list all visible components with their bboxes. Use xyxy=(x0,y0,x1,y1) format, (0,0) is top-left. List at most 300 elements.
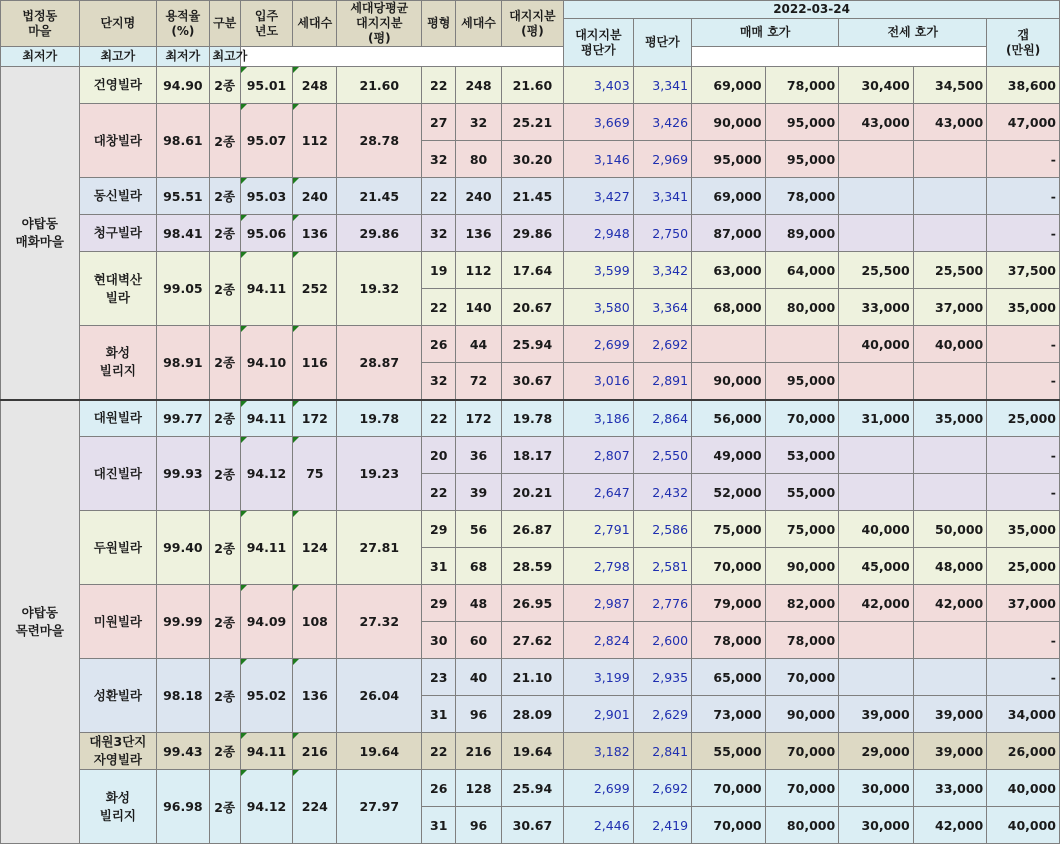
complex-households: 216 xyxy=(293,733,337,770)
cell-pyeong: 22 xyxy=(422,474,456,511)
cell-unit-households: 56 xyxy=(456,511,501,548)
header-far xyxy=(157,1,209,47)
cell-unit-households: 44 xyxy=(456,326,501,363)
cell-land-price: 2,798 xyxy=(564,548,634,585)
complex-year: 95.03 xyxy=(240,178,292,215)
cell-unit-households: 32 xyxy=(456,104,501,141)
cell-sale-min: 95,000 xyxy=(692,141,766,178)
cell-pyeong-price: 2,550 xyxy=(633,437,691,474)
cell-unit-households: 39 xyxy=(456,474,501,511)
dong-cell: 야탑동 매화마을 xyxy=(1,67,80,400)
cell-jeonse-max xyxy=(913,622,987,659)
cell-gap: - xyxy=(987,178,1060,215)
cell-sale-max: 95,000 xyxy=(765,104,839,141)
cell-jeonse-min xyxy=(839,659,914,696)
header-zone: 구분 xyxy=(209,1,240,47)
cell-sale-min: 65,000 xyxy=(692,659,766,696)
cell-sale-max: 70,000 xyxy=(765,400,839,437)
cell-land-share: 21.45 xyxy=(501,178,563,215)
complex-zone: 2종 xyxy=(209,104,240,178)
cell-gap: - xyxy=(987,437,1060,474)
cell-unit-households: 60 xyxy=(456,622,501,659)
cell-sale-min: 69,000 xyxy=(692,178,766,215)
header-sale-min: 최저가 xyxy=(1,47,80,67)
complex-land-avg: 28.87 xyxy=(337,326,422,400)
cell-gap: 37,500 xyxy=(987,252,1060,289)
complex-land-avg: 19.64 xyxy=(337,733,422,770)
complex-far: 98.91 xyxy=(157,326,209,400)
header-land-avg xyxy=(337,1,422,47)
complex-far: 99.43 xyxy=(157,733,209,770)
cell-land-share: 20.21 xyxy=(501,474,563,511)
complex-households: 116 xyxy=(293,326,337,400)
cell-jeonse-min: 45,000 xyxy=(839,548,914,585)
cell-land-price: 3,599 xyxy=(564,252,634,289)
cell-sale-max: 95,000 xyxy=(765,141,839,178)
cell-jeonse-min: 25,500 xyxy=(839,252,914,289)
cell-pyeong-price: 2,629 xyxy=(633,696,691,733)
complex-zone: 2종 xyxy=(209,659,240,733)
complex-year: 95.07 xyxy=(240,104,292,178)
complex-land-avg: 27.97 xyxy=(337,770,422,844)
cell-unit-households: 68 xyxy=(456,548,501,585)
cell-sale-min: 90,000 xyxy=(692,363,766,400)
complex-households: 112 xyxy=(293,104,337,178)
complex-year: 94.10 xyxy=(240,326,292,400)
cell-jeonse-max xyxy=(913,437,987,474)
cell-jeonse-max: 37,000 xyxy=(913,289,987,326)
cell-jeonse-max: 42,000 xyxy=(913,807,987,844)
cell-land-share: 20.67 xyxy=(501,289,563,326)
cell-unit-households: 216 xyxy=(456,733,501,770)
cell-land-price: 3,580 xyxy=(564,289,634,326)
cell-gap: - xyxy=(987,659,1060,696)
cell-land-share: 21.10 xyxy=(501,659,563,696)
header-land-share xyxy=(501,1,563,47)
complex-zone: 2종 xyxy=(209,252,240,326)
complex-name: 청구빌라 xyxy=(79,215,157,252)
cell-jeonse-max: 42,000 xyxy=(913,585,987,622)
complex-year: 95.01 xyxy=(240,67,292,104)
cell-sale-max: 78,000 xyxy=(765,67,839,104)
cell-sale-max: 90,000 xyxy=(765,696,839,733)
cell-land-share: 27.62 xyxy=(501,622,563,659)
table-row xyxy=(1,733,1060,770)
cell-land-share: 30.67 xyxy=(501,363,563,400)
cell-pyeong: 22 xyxy=(422,289,456,326)
complex-year: 94.11 xyxy=(240,733,292,770)
cell-land-share: 18.17 xyxy=(501,437,563,474)
cell-pyeong-price: 2,581 xyxy=(633,548,691,585)
cell-jeonse-min xyxy=(839,622,914,659)
table-row xyxy=(1,104,1060,141)
cell-sale-max: 70,000 xyxy=(765,770,839,807)
cell-gap: 26,000 xyxy=(987,733,1060,770)
cell-jeonse-max xyxy=(913,215,987,252)
cell-unit-households: 96 xyxy=(456,696,501,733)
cell-sale-min: 70,000 xyxy=(692,548,766,585)
table-row xyxy=(1,659,1060,696)
complex-land-avg: 27.81 xyxy=(337,511,422,585)
complex-land-avg: 26.04 xyxy=(337,659,422,733)
cell-pyeong-price: 3,341 xyxy=(633,178,691,215)
complex-households: 75 xyxy=(293,437,337,511)
cell-jeonse-max: 25,500 xyxy=(913,252,987,289)
cell-jeonse-max xyxy=(913,474,987,511)
cell-pyeong-price: 2,419 xyxy=(633,807,691,844)
cell-land-price: 3,182 xyxy=(564,733,634,770)
cell-land-share: 30.20 xyxy=(501,141,563,178)
cell-gap: - xyxy=(987,326,1060,363)
cell-unit-households: 136 xyxy=(456,215,501,252)
cell-unit-households: 96 xyxy=(456,807,501,844)
cell-land-share: 28.59 xyxy=(501,548,563,585)
header-pyeong: 평형 xyxy=(422,1,456,47)
complex-households: 172 xyxy=(293,400,337,437)
cell-sale-max xyxy=(765,326,839,363)
cell-jeonse-max: 39,000 xyxy=(913,696,987,733)
complex-far: 99.99 xyxy=(157,585,209,659)
complex-far: 98.61 xyxy=(157,104,209,178)
complex-zone: 2종 xyxy=(209,437,240,511)
cell-land-share: 25.94 xyxy=(501,326,563,363)
cell-gap: 40,000 xyxy=(987,807,1060,844)
complex-year: 94.11 xyxy=(240,511,292,585)
header-land-price-text: 대지지분 평단가 xyxy=(575,27,622,57)
cell-pyeong: 29 xyxy=(422,511,456,548)
complex-land-avg: 21.45 xyxy=(337,178,422,215)
cell-jeonse-max xyxy=(913,363,987,400)
cell-pyeong-price: 2,841 xyxy=(633,733,691,770)
complex-year: 94.11 xyxy=(240,400,292,437)
cell-jeonse-min: 30,000 xyxy=(839,770,914,807)
cell-sale-max: 82,000 xyxy=(765,585,839,622)
cell-land-share: 25.94 xyxy=(501,770,563,807)
cell-pyeong-price: 3,342 xyxy=(633,252,691,289)
cell-gap: 47,000 xyxy=(987,104,1060,141)
cell-jeonse-max: 48,000 xyxy=(913,548,987,585)
cell-jeonse-min: 40,000 xyxy=(839,511,914,548)
table-row xyxy=(1,585,1060,622)
cell-unit-households: 36 xyxy=(456,437,501,474)
cell-land-price: 2,807 xyxy=(564,437,634,474)
complex-name: 미원빌라 xyxy=(79,585,157,659)
cell-gap: - xyxy=(987,474,1060,511)
complex-land-avg: 21.60 xyxy=(337,67,422,104)
header-date: 2022-03-24 xyxy=(564,1,1060,19)
complex-name: 건영빌라 xyxy=(79,67,157,104)
cell-pyeong: 22 xyxy=(422,400,456,437)
cell-pyeong-price: 2,432 xyxy=(633,474,691,511)
complex-name: 대창빌라 xyxy=(79,104,157,178)
cell-gap: - xyxy=(987,622,1060,659)
cell-sale-max: 78,000 xyxy=(765,178,839,215)
cell-pyeong-price: 2,891 xyxy=(633,363,691,400)
cell-pyeong: 20 xyxy=(422,437,456,474)
cell-land-price: 2,446 xyxy=(564,807,634,844)
cell-land-share: 26.87 xyxy=(501,511,563,548)
cell-sale-max: 90,000 xyxy=(765,548,839,585)
cell-sale-min: 78,000 xyxy=(692,622,766,659)
cell-pyeong-price: 2,692 xyxy=(633,770,691,807)
cell-land-price: 3,403 xyxy=(564,67,634,104)
header-jeonse-group: 전세 호가 xyxy=(839,19,987,47)
complex-year: 94.12 xyxy=(240,770,292,844)
cell-unit-households: 40 xyxy=(456,659,501,696)
cell-sale-min: 73,000 xyxy=(692,696,766,733)
table-row xyxy=(1,400,1060,437)
cell-jeonse-min xyxy=(839,474,914,511)
cell-pyeong-price: 2,750 xyxy=(633,215,691,252)
cell-sale-max: 70,000 xyxy=(765,659,839,696)
table-row xyxy=(1,178,1060,215)
table-row xyxy=(1,437,1060,474)
header-sale-group: 매매 호가 xyxy=(692,19,839,47)
cell-sale-max: 75,000 xyxy=(765,511,839,548)
cell-sale-min: 79,000 xyxy=(692,585,766,622)
header-unit-households: 세대수 xyxy=(456,1,501,47)
header-far-text: 용적율 (%) xyxy=(165,8,201,38)
cell-sale-max: 95,000 xyxy=(765,363,839,400)
cell-pyeong: 26 xyxy=(422,770,456,807)
cell-gap: - xyxy=(987,141,1060,178)
complex-name: 대진빌라 xyxy=(79,437,157,511)
complex-zone: 2종 xyxy=(209,733,240,770)
complex-name: 두원빌라 xyxy=(79,511,157,585)
cell-gap: 34,000 xyxy=(987,696,1060,733)
cell-land-price: 3,186 xyxy=(564,400,634,437)
cell-jeonse-max xyxy=(913,178,987,215)
table-row xyxy=(1,215,1060,252)
cell-unit-households: 248 xyxy=(456,67,501,104)
complex-zone: 2종 xyxy=(209,770,240,844)
cell-sale-min: 56,000 xyxy=(692,400,766,437)
cell-pyeong-price: 2,692 xyxy=(633,326,691,363)
cell-pyeong: 32 xyxy=(422,363,456,400)
cell-land-price: 2,824 xyxy=(564,622,634,659)
cell-sale-max: 70,000 xyxy=(765,733,839,770)
cell-gap: 40,000 xyxy=(987,770,1060,807)
cell-pyeong-price: 2,969 xyxy=(633,141,691,178)
cell-land-price: 2,699 xyxy=(564,326,634,363)
cell-land-price: 3,016 xyxy=(564,363,634,400)
cell-jeonse-min: 30,000 xyxy=(839,807,914,844)
cell-pyeong: 31 xyxy=(422,548,456,585)
cell-land-share: 17.64 xyxy=(501,252,563,289)
complex-name: 화성 빌리지 xyxy=(79,770,157,844)
cell-sale-min: 49,000 xyxy=(692,437,766,474)
cell-land-price: 2,901 xyxy=(564,696,634,733)
cell-pyeong-price: 2,864 xyxy=(633,400,691,437)
complex-name: 대원빌라 xyxy=(79,400,157,437)
cell-gap: 38,600 xyxy=(987,67,1060,104)
complex-households: 240 xyxy=(293,178,337,215)
cell-pyeong-price: 3,364 xyxy=(633,289,691,326)
cell-pyeong: 31 xyxy=(422,696,456,733)
cell-sale-max: 80,000 xyxy=(765,807,839,844)
cell-pyeong: 32 xyxy=(422,141,456,178)
cell-sale-max: 53,000 xyxy=(765,437,839,474)
header-sale-max: 최고가 xyxy=(79,47,157,67)
cell-pyeong: 23 xyxy=(422,659,456,696)
cell-pyeong: 29 xyxy=(422,585,456,622)
cell-sale-max: 55,000 xyxy=(765,474,839,511)
complex-far: 98.41 xyxy=(157,215,209,252)
cell-sale-min: 63,000 xyxy=(692,252,766,289)
cell-sale-min: 70,000 xyxy=(692,770,766,807)
complex-land-avg: 19.23 xyxy=(337,437,422,511)
cell-land-share: 30.67 xyxy=(501,807,563,844)
cell-land-share: 21.60 xyxy=(501,67,563,104)
cell-jeonse-min xyxy=(839,363,914,400)
complex-households: 252 xyxy=(293,252,337,326)
cell-pyeong-price: 2,935 xyxy=(633,659,691,696)
complex-far: 99.05 xyxy=(157,252,209,326)
table-row xyxy=(1,511,1060,548)
cell-sale-min: 52,000 xyxy=(692,474,766,511)
cell-sale-min: 69,000 xyxy=(692,67,766,104)
cell-unit-households: 112 xyxy=(456,252,501,289)
table-row xyxy=(1,67,1060,104)
cell-land-price: 3,427 xyxy=(564,178,634,215)
cell-unit-households: 80 xyxy=(456,141,501,178)
cell-land-price: 2,699 xyxy=(564,770,634,807)
complex-households: 124 xyxy=(293,511,337,585)
cell-sale-min: 87,000 xyxy=(692,215,766,252)
cell-gap: - xyxy=(987,363,1060,400)
cell-land-price: 3,146 xyxy=(564,141,634,178)
cell-sale-max: 80,000 xyxy=(765,289,839,326)
cell-sale-min: 70,000 xyxy=(692,807,766,844)
complex-far: 99.93 xyxy=(157,437,209,511)
complex-year: 95.06 xyxy=(240,215,292,252)
complex-households: 224 xyxy=(293,770,337,844)
complex-land-avg: 27.32 xyxy=(337,585,422,659)
cell-sale-max: 78,000 xyxy=(765,622,839,659)
header-jeonse-max: 최고가 xyxy=(209,47,240,67)
table-row xyxy=(1,770,1060,807)
cell-sale-min: 75,000 xyxy=(692,511,766,548)
complex-name: 화성 빌리지 xyxy=(79,326,157,400)
cell-jeonse-max xyxy=(913,659,987,696)
cell-jeonse-min xyxy=(839,178,914,215)
complex-households: 136 xyxy=(293,215,337,252)
complex-zone: 2종 xyxy=(209,585,240,659)
complex-land-avg: 19.32 xyxy=(337,252,422,326)
cell-gap: 25,000 xyxy=(987,548,1060,585)
complex-name: 대원3단지 자영빌라 xyxy=(79,733,157,770)
table-row xyxy=(1,252,1060,289)
cell-land-share: 28.09 xyxy=(501,696,563,733)
complex-far: 96.98 xyxy=(157,770,209,844)
cell-jeonse-max: 34,500 xyxy=(913,67,987,104)
cell-pyeong: 30 xyxy=(422,622,456,659)
cell-land-price: 2,987 xyxy=(564,585,634,622)
complex-land-avg: 19.78 xyxy=(337,400,422,437)
cell-land-price: 2,647 xyxy=(564,474,634,511)
cell-land-share: 25.21 xyxy=(501,104,563,141)
cell-unit-households: 72 xyxy=(456,363,501,400)
cell-pyeong: 26 xyxy=(422,326,456,363)
cell-land-share: 19.64 xyxy=(501,733,563,770)
cell-unit-households: 48 xyxy=(456,585,501,622)
header-households: 세대수 xyxy=(293,1,337,47)
cell-jeonse-min xyxy=(839,141,914,178)
cell-pyeong-price: 2,776 xyxy=(633,585,691,622)
cell-sale-max: 64,000 xyxy=(765,252,839,289)
cell-unit-households: 172 xyxy=(456,400,501,437)
cell-pyeong: 22 xyxy=(422,733,456,770)
header-land-avg-text: 세대당평균 대지지분 (평) xyxy=(350,1,409,45)
cell-jeonse-max: 43,000 xyxy=(913,104,987,141)
cell-sale-min: 90,000 xyxy=(692,104,766,141)
cell-jeonse-min xyxy=(839,437,914,474)
complex-households: 108 xyxy=(293,585,337,659)
complex-name: 동신빌라 xyxy=(79,178,157,215)
cell-jeonse-min: 39,000 xyxy=(839,696,914,733)
table-row xyxy=(1,326,1060,363)
cell-gap: 37,000 xyxy=(987,585,1060,622)
cell-land-share: 19.78 xyxy=(501,400,563,437)
cell-land-share: 29.86 xyxy=(501,215,563,252)
table-body xyxy=(1,67,1060,844)
cell-gap: 35,000 xyxy=(987,289,1060,326)
complex-year: 94.09 xyxy=(240,585,292,659)
cell-jeonse-max: 33,000 xyxy=(913,770,987,807)
cell-land-price: 3,199 xyxy=(564,659,634,696)
cell-pyeong: 27 xyxy=(422,104,456,141)
cell-jeonse-max: 39,000 xyxy=(913,733,987,770)
cell-pyeong: 19 xyxy=(422,252,456,289)
header-land-share-text: 대지지분 (평) xyxy=(509,8,556,38)
header-complex: 단지명 xyxy=(79,1,157,47)
cell-land-share: 26.95 xyxy=(501,585,563,622)
cell-pyeong-price: 2,600 xyxy=(633,622,691,659)
cell-pyeong: 32 xyxy=(422,215,456,252)
cell-jeonse-min: 30,400 xyxy=(839,67,914,104)
complex-far: 99.77 xyxy=(157,400,209,437)
header-jeonse-min: 최저가 xyxy=(157,47,209,67)
complex-households: 136 xyxy=(293,659,337,733)
header-year xyxy=(240,1,292,47)
cell-pyeong-price: 2,586 xyxy=(633,511,691,548)
cell-jeonse-min: 43,000 xyxy=(839,104,914,141)
cell-jeonse-min: 33,000 xyxy=(839,289,914,326)
complex-zone: 2종 xyxy=(209,326,240,400)
cell-sale-max: 89,000 xyxy=(765,215,839,252)
complex-year: 94.11 xyxy=(240,252,292,326)
cell-jeonse-min: 40,000 xyxy=(839,326,914,363)
cell-jeonse-max xyxy=(913,141,987,178)
cell-sale-min: 55,000 xyxy=(692,733,766,770)
header-year-text: 입주 년도 xyxy=(254,8,279,38)
complex-name: 성환빌라 xyxy=(79,659,157,733)
cell-sale-min: 68,000 xyxy=(692,289,766,326)
complex-year: 94.12 xyxy=(240,437,292,511)
cell-sale-min xyxy=(692,326,766,363)
cell-gap: - xyxy=(987,215,1060,252)
complex-far: 94.90 xyxy=(157,67,209,104)
cell-land-price: 2,791 xyxy=(564,511,634,548)
complex-zone: 2종 xyxy=(209,215,240,252)
cell-jeonse-max: 40,000 xyxy=(913,326,987,363)
cell-pyeong: 22 xyxy=(422,67,456,104)
complex-zone: 2종 xyxy=(209,400,240,437)
complex-name: 현대벽산 빌라 xyxy=(79,252,157,326)
cell-jeonse-max: 50,000 xyxy=(913,511,987,548)
complex-zone: 2종 xyxy=(209,178,240,215)
cell-land-price: 3,669 xyxy=(564,104,634,141)
